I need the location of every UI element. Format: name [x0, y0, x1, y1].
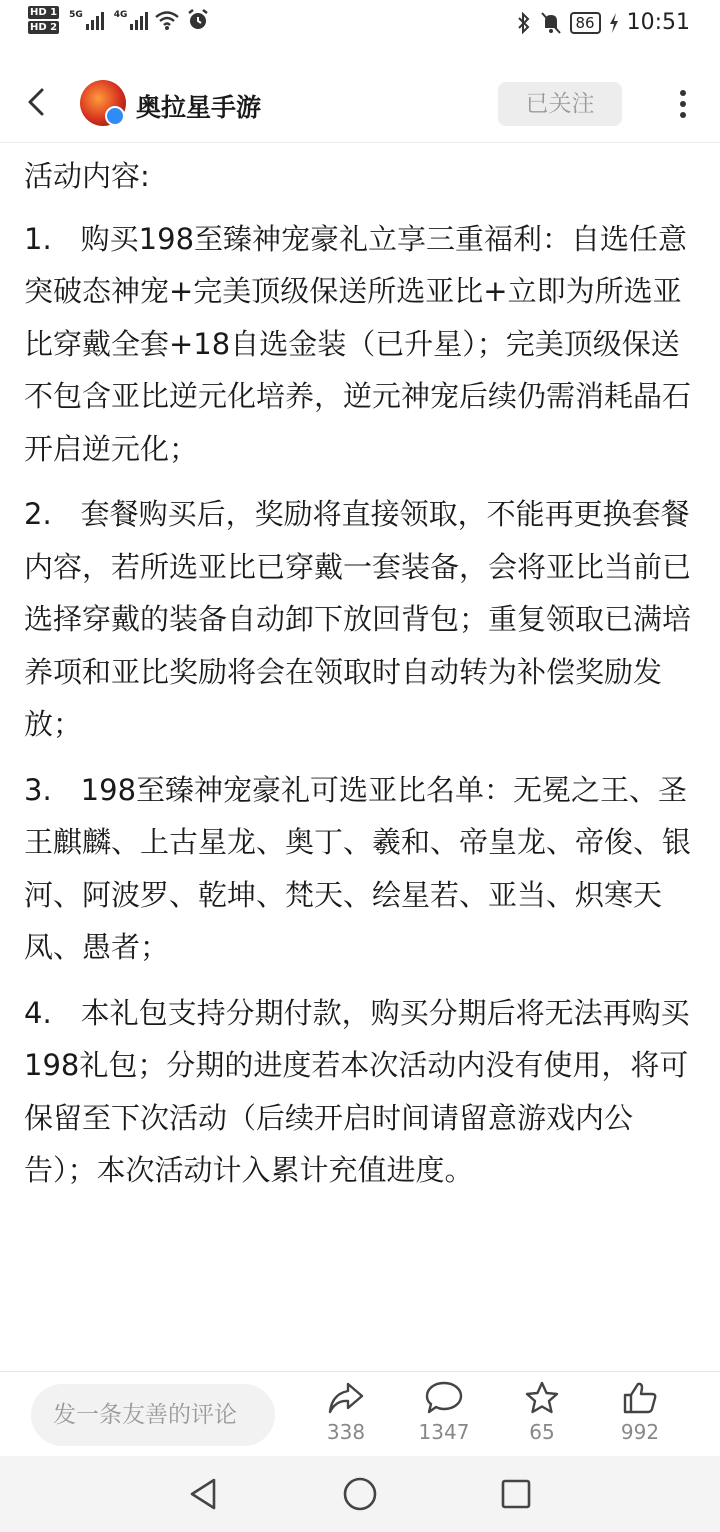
signal-icon	[69, 10, 104, 30]
follow-button[interactable]: 已关注	[498, 82, 622, 126]
star-icon	[522, 1380, 562, 1416]
account-name[interactable]: 奥拉星手游	[136, 93, 262, 122]
favorite-count: 65	[529, 1420, 555, 1444]
mute-bell-icon	[540, 11, 562, 35]
alarm-icon	[186, 8, 210, 32]
sim1-badge: HD 1	[30, 7, 58, 18]
article-header	[0, 62, 720, 143]
triangle-back-icon	[182, 1472, 226, 1516]
nav-recents-button[interactable]	[494, 1472, 538, 1516]
status-bar	[0, 0, 720, 50]
wifi-icon	[154, 9, 180, 31]
sim2-badge: HD 2	[30, 22, 58, 33]
comment-icon	[424, 1380, 464, 1416]
comment-button[interactable]	[399, 1380, 489, 1444]
list-item: 1. 购买198至臻神宠豪礼立享三重福利：自选任意突破态神宠+完美顶级保送所选亚比+立即为所选亚比穿戴全套+18自选金装（已升星）；完美顶级保送不包含亚比逆元化培养，逆元神宠后续仍需消耗晶石开启逆元化；	[24, 221, 692, 466]
circle-home-icon	[338, 1472, 382, 1516]
more-options-button[interactable]	[668, 84, 698, 124]
square-recents-icon	[494, 1472, 538, 1516]
share-button[interactable]	[301, 1380, 391, 1444]
verified-badge-icon	[105, 106, 125, 126]
share-count: 338	[326, 1420, 366, 1444]
chevron-left-icon	[22, 82, 52, 122]
bluetooth-icon	[516, 11, 532, 35]
comment-input[interactable]: 发一条友善的评论	[31, 1384, 275, 1446]
like-count: 992	[620, 1420, 660, 1444]
back-button[interactable]	[22, 82, 52, 122]
nav-home-button[interactable]	[338, 1472, 382, 1516]
share-icon	[326, 1380, 366, 1416]
article-body	[24, 150, 700, 1210]
list-item: 2. 套餐购买后，奖励将直接领取，不能再更换套餐内容，若所选亚比已穿戴一套装备，会将亚比当前已选择穿戴的装备自动卸下放回背包；重复领取已满培养项和亚比奖励将会在领取时自动转为补偿奖励发放；	[24, 497, 692, 741]
list-item: 4. 本礼包支持分期付款，购买分期后将无法再购买198礼包；分期的进度若本次活动内没有使用，将可保留至下次活动（后续开启时间请留意游戏内公告）；本次活动计入累计充值进度。	[24, 995, 690, 1187]
net1-label: 5G	[69, 10, 83, 20]
action-bar	[0, 1371, 720, 1458]
comment-count: 1347	[418, 1420, 470, 1444]
system-nav-bar	[0, 1456, 720, 1532]
article-heading: 活动内容:	[24, 159, 150, 193]
net2-label: 4G	[113, 10, 128, 20]
clock-time: 10:51	[626, 10, 690, 35]
charging-icon	[609, 13, 619, 33]
nav-back-button[interactable]	[182, 1472, 226, 1516]
like-button[interactable]	[595, 1380, 685, 1444]
more-vertical-icon	[668, 84, 698, 124]
battery-level: 86	[570, 12, 601, 34]
thumbs-up-icon	[620, 1380, 660, 1416]
list-item: 3. 198至臻神宠豪礼可选亚比名单：无冕之王、圣王麒麟、上古星龙、奥丁、羲和、帝皇龙、帝俊、银河、阿波罗、乾坤、梵天、绘星若、亚当、炽寒天凤、愚者；	[24, 772, 692, 964]
favorite-button[interactable]	[497, 1380, 587, 1444]
signal-icon-2	[114, 10, 149, 30]
